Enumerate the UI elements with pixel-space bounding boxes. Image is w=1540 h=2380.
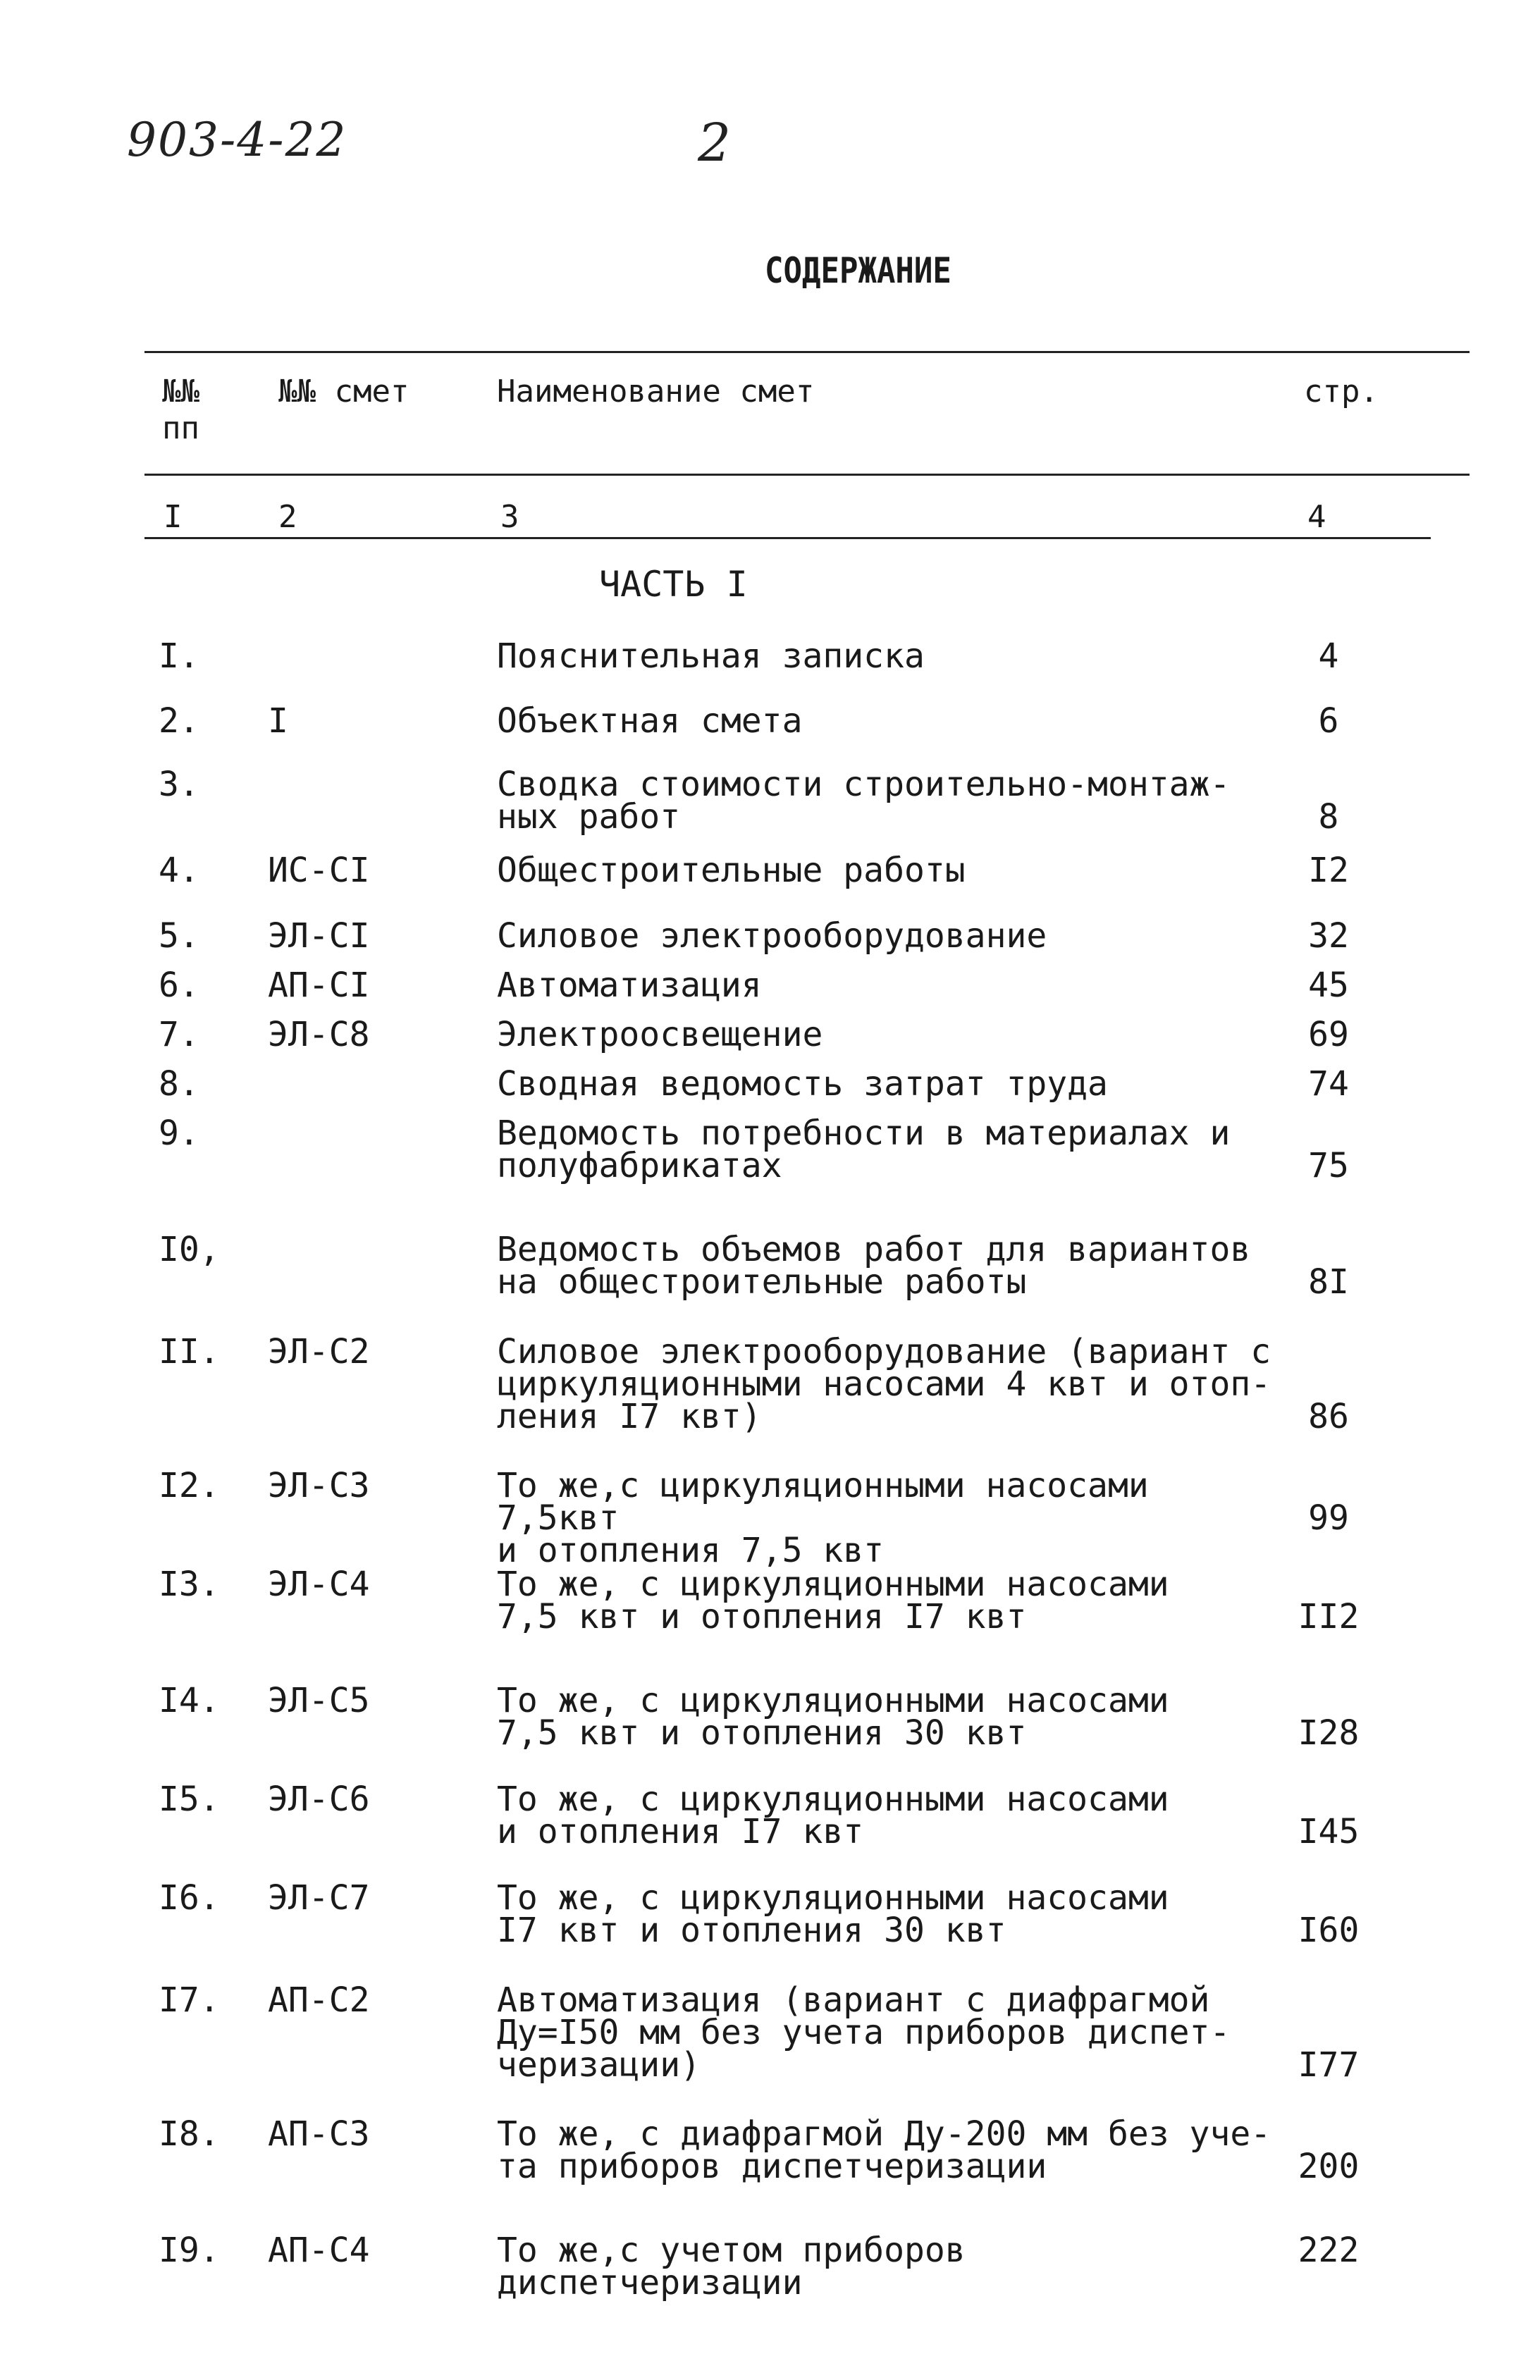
row-estimate-number: АП-СI: [268, 966, 370, 1005]
page-number-handwritten: 2: [698, 113, 732, 173]
row-estimate-name: Сводная ведомость затрат труда: [497, 1064, 1108, 1104]
column-number-2: 2: [278, 499, 297, 535]
row-estimate-number: I: [268, 701, 288, 741]
table-row: [0, 1114, 1540, 1185]
row-number: 4.: [159, 851, 199, 890]
row-page: 86: [1308, 1397, 1349, 1436]
row-number: I7.: [159, 1980, 220, 2020]
row-page: 222: [1298, 2231, 1360, 2270]
row-page: 8: [1318, 797, 1339, 837]
row-estimate-name: Ведомость объемов работ для вариантов на общестроительные работы: [497, 1230, 1251, 1302]
row-page: 200: [1298, 2147, 1360, 2186]
row-number: I5.: [159, 1780, 220, 1819]
table-row: [0, 851, 1540, 890]
row-estimate-name: То же, с циркуляционными насосами 7,5 квт и отопления 30 квт: [497, 1681, 1169, 1753]
table-row: [0, 1230, 1540, 1302]
row-estimate-name: То же,с учетом приборов диспетчеризации: [497, 2231, 966, 2302]
table-row: [0, 2114, 1540, 2186]
column-number-4: 4: [1307, 499, 1326, 535]
row-page: I2: [1308, 851, 1349, 890]
table-row: [0, 966, 1540, 1005]
row-page: I45: [1298, 1812, 1360, 1851]
row-number: 2.: [159, 701, 199, 741]
row-number: I9.: [159, 2231, 220, 2270]
row-number: 7.: [159, 1015, 199, 1054]
row-number: 3.: [159, 765, 199, 804]
row-estimate-number: ЭЛ-С6: [268, 1780, 370, 1819]
column-number-1: I: [164, 499, 183, 535]
document-code-handwritten: 903-4-22: [127, 113, 347, 167]
table-row: [0, 1780, 1540, 1851]
row-page: 74: [1308, 1064, 1349, 1104]
row-number: I0,: [159, 1230, 220, 1269]
row-number: I4.: [159, 1681, 220, 1720]
table-row: [0, 636, 1540, 676]
row-number: II.: [159, 1332, 220, 1371]
table-row: [0, 1332, 1540, 1436]
row-page: 99: [1308, 1498, 1349, 1538]
row-estimate-number: АП-С3: [268, 2114, 370, 2154]
header-estimate-number: №№ смет: [278, 374, 409, 409]
row-estimate-name: Силовое электрооборудование (вариант с циркуляционными насосами 4 квт и отоп- ления I7 квт): [497, 1332, 1271, 1436]
header-estimate-name: Наименование смет: [497, 374, 815, 409]
row-estimate-name: То же, с циркуляционными насосами I7 квт и отопления 30 квт: [497, 1878, 1169, 1950]
row-estimate-name: Силовое электрооборудование: [497, 916, 1047, 956]
table-row: [0, 1064, 1540, 1104]
table-row: [0, 1565, 1540, 1636]
row-page: I77: [1298, 2045, 1360, 2085]
row-page: II2: [1298, 1597, 1360, 1636]
row-number: I6.: [159, 1878, 220, 1918]
table-row: [0, 2231, 1540, 2302]
row-estimate-name: То же, с диафрагмой Ду-200 мм без уче- та приборов диспетчеризации: [497, 2114, 1271, 2186]
row-number: 5.: [159, 916, 199, 956]
table-row: [0, 701, 1540, 741]
row-estimate-number: ЭЛ-С7: [268, 1878, 370, 1918]
table-row: [0, 1878, 1540, 1950]
row-estimate-number: ЭЛ-СI: [268, 916, 370, 956]
row-page: 6: [1318, 701, 1339, 741]
row-estimate-name: То же, с циркуляционными насосами и отопления I7 квт: [497, 1780, 1169, 1851]
table-row: [0, 1466, 1540, 1570]
header-page: стр.: [1304, 374, 1379, 409]
column-numbers-rule: [144, 537, 1431, 539]
table-row: [0, 1980, 1540, 2085]
row-estimate-number: АП-С2: [268, 1980, 370, 2020]
row-estimate-number: ЭЛ-С8: [268, 1015, 370, 1054]
row-estimate-name: Ведомость потребности в материалах и полуфабрикатах: [497, 1114, 1231, 1185]
table-row: [0, 1015, 1540, 1054]
row-estimate-name: Общестроительные работы: [497, 851, 966, 890]
row-number: I.: [159, 636, 199, 676]
row-estimate-name: Сводка стоимости строительно-монтаж- ных работ: [497, 765, 1231, 837]
row-estimate-number: ЭЛ-С2: [268, 1332, 370, 1371]
row-number: 8.: [159, 1064, 199, 1104]
row-estimate-name: То же,с циркуляционными насосами 7,5квт и отопления 7,5 квт: [497, 1466, 1149, 1570]
row-estimate-name: Пояснительная записка: [497, 636, 925, 676]
row-number: I3.: [159, 1565, 220, 1604]
row-page: 32: [1308, 916, 1349, 956]
header-bottom-rule: [144, 474, 1470, 476]
row-page: I60: [1298, 1911, 1360, 1950]
row-number: I8.: [159, 2114, 220, 2154]
row-estimate-number: АП-С4: [268, 2231, 370, 2270]
row-estimate-name: То же, с циркуляционными насосами 7,5 квт и отопления I7 квт: [497, 1565, 1169, 1636]
row-page: I28: [1298, 1713, 1360, 1753]
row-page: 69: [1308, 1015, 1349, 1054]
part-title: ЧАСТЬ I: [599, 564, 748, 605]
header-number: №№ пп: [162, 374, 199, 446]
row-estimate-number: ИС-СI: [268, 851, 370, 890]
row-page: 75: [1308, 1146, 1349, 1185]
row-page: 45: [1308, 966, 1349, 1005]
table-top-rule: [144, 351, 1470, 353]
row-number: I2.: [159, 1466, 220, 1505]
row-number: 9.: [159, 1114, 199, 1153]
row-page: 4: [1318, 636, 1339, 676]
row-page: 8I: [1308, 1262, 1349, 1302]
page-title: СОДЕРЖАНИЕ: [765, 250, 951, 291]
row-estimate-number: ЭЛ-С3: [268, 1466, 370, 1505]
row-number: 6.: [159, 966, 199, 1005]
table-row: [0, 916, 1540, 956]
row-estimate-number: ЭЛ-С4: [268, 1565, 370, 1604]
row-estimate-name: Электроосвещение: [497, 1015, 823, 1054]
row-estimate-name: Объектная смета: [497, 701, 803, 741]
table-row: [0, 765, 1540, 837]
table-row: [0, 1681, 1540, 1753]
row-estimate-number: ЭЛ-С5: [268, 1681, 370, 1720]
column-number-3: 3: [500, 499, 519, 535]
row-estimate-name: Автоматизация (вариант с диафрагмой Ду=I50 мм без учета приборов диспет- черизации): [497, 1980, 1231, 2085]
row-estimate-name: Автоматизация: [497, 966, 762, 1005]
